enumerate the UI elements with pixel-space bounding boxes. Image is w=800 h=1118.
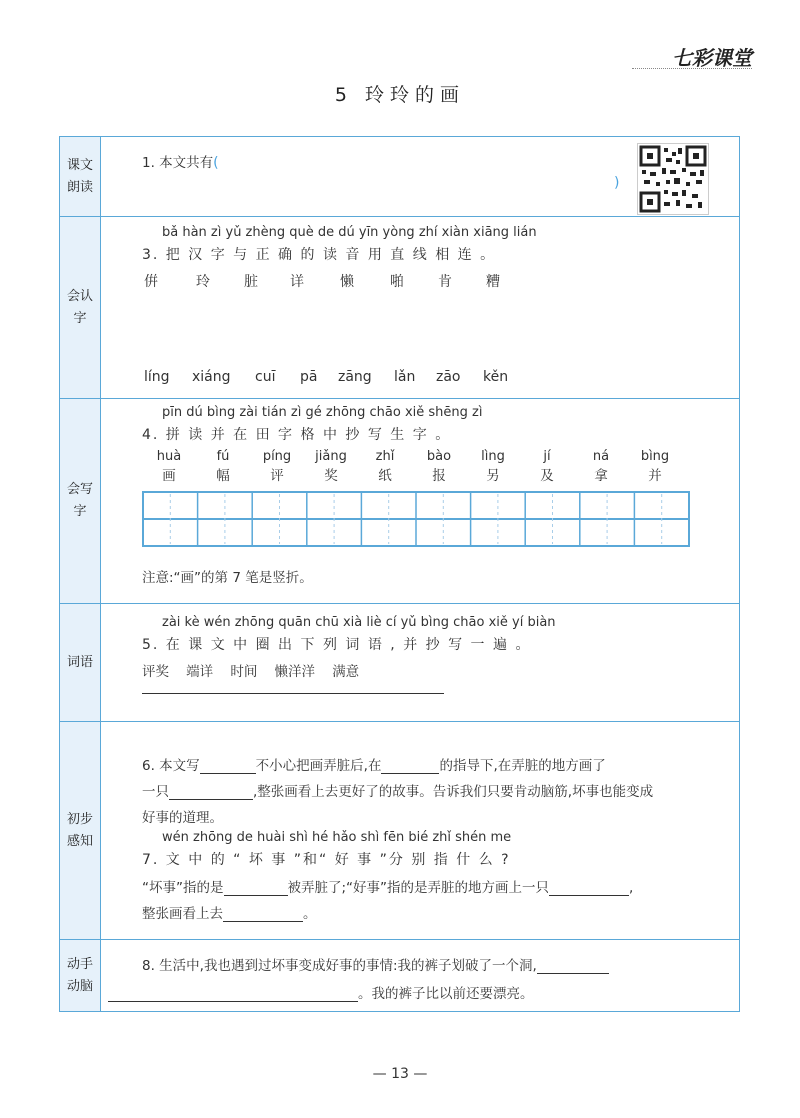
recognize-char[interactable]: 懒 [340, 274, 356, 290]
section-label-perceive: 初步感知 [60, 722, 101, 939]
question-6-line-3: 好事的道理。 [142, 810, 223, 826]
page-title: 5 玲玲的画 [334, 84, 466, 106]
recognize-pinyin[interactable]: cuī [255, 369, 276, 385]
word-item[interactable]: 懒洋洋 [274, 664, 316, 680]
recognize-char[interactable]: 啪 [390, 274, 406, 290]
section-label-words: 词语 [60, 604, 101, 721]
question-6-line-1: 6. 本文写 不小心把画弄脏后,在 的指导下,在弄脏的地方画了 [142, 758, 606, 774]
question-6-line-2: 一只 ,整张画看上去更好了的故事。告诉我们只要肯动脑筋,坏事也能变成 [142, 784, 654, 800]
question-1-paren-close: ) [614, 175, 620, 191]
brand-logo: 七彩课堂 [672, 46, 752, 70]
recognize-pinyin[interactable]: kěn [483, 369, 509, 385]
recognize-pinyin[interactable]: líng [144, 369, 170, 385]
word-list [142, 660, 359, 680]
recognize-char[interactable]: 详 [290, 274, 306, 290]
recognize-pinyin[interactable]: zāng [338, 369, 372, 385]
section-label-write: 会写字 [60, 399, 101, 603]
section-recognize [60, 217, 739, 399]
section-words [60, 604, 739, 722]
question-7-line-1: “坏事”指的是 被弄脏了;“好事”指的是弄脏的地方画上一只 , [142, 880, 634, 896]
tianzige-writing-grid[interactable] [142, 491, 690, 547]
recognize-pinyin[interactable]: zāo [436, 369, 461, 385]
question-5: 5. 在 课 文 中 圈 出 下 列 词 语 , 并 抄 写 一 遍 。 [142, 637, 532, 653]
question-7-line-2: 整张画看上去 。 [142, 906, 317, 922]
recognize-pinyin[interactable]: xiáng [192, 369, 231, 385]
question-4-pinyin: pīn dú bìng zài tián zì gé zhōng chāo xiě shēng zì [162, 405, 483, 420]
question-3: 3. 把 汉 字 与 正 确 的 读 音 用 直 线 相 连 。 [142, 247, 497, 263]
blank-field[interactable] [200, 759, 256, 774]
recognize-char[interactable]: 脏 [244, 274, 260, 290]
write-note: 注意:“画”的第 7 笔是竖折。 [142, 570, 313, 586]
blank-field[interactable] [549, 881, 629, 896]
blank-field[interactable] [224, 881, 288, 896]
question-8-line-2: 。我的裤子比以前还要漂亮。 [108, 982, 534, 1002]
recognize-char[interactable]: 肯 [438, 274, 454, 290]
words-answer-line[interactable] [142, 692, 444, 694]
question-7: 7. 文 中 的 “ 坏 事 ”和“ 好 事 ”分 别 指 什 么 ? [142, 852, 511, 868]
blank-field[interactable] [381, 759, 439, 774]
write-pinyin-char-row: huà 画 fú 幅 píng 评 jiǎng 奖 zhǐ 纸 bào 报 lìng 另 jí 及 ná 拿 bìng 并 [156, 449, 670, 484]
recognize-pinyin[interactable]: pā [300, 369, 318, 385]
word-item[interactable]: 时间 [230, 664, 258, 680]
section-read [60, 137, 739, 217]
question-3-pinyin: bǎ hàn zì yǔ zhèng què de dú yīn yòng zhí xiàn xiāng lián [162, 225, 537, 240]
word-item[interactable]: 端详 [186, 664, 214, 680]
question-8-line-1: 8. 生活中,我也遇到过坏事变成好事的事情:我的裤子划破了一个洞, [142, 954, 609, 974]
brand-underline [632, 68, 752, 69]
section-perceive [60, 722, 739, 940]
question-5-pinyin: zài kè wén zhōng quān chū xià liè cí yǔ bìng chāo xiě yí biàn [162, 615, 556, 630]
section-hands [60, 940, 739, 1011]
recognize-char[interactable]: 糟 [486, 274, 502, 290]
qr-code-icon [637, 143, 709, 215]
word-item[interactable]: 评奖 [142, 664, 169, 680]
blank-field[interactable] [223, 907, 303, 922]
question-4: 4. 拼 读 并 在 田 字 格 中 抄 写 生 字 。 [142, 427, 452, 443]
question-7-pinyin: wén zhōng de huài shì hé hǎo shì fēn bié zhǐ shén me [162, 830, 512, 845]
section-label-recognize: 会认字 [60, 217, 101, 398]
recognize-char[interactable]: 倂 [144, 274, 160, 290]
blank-field[interactable] [537, 959, 609, 974]
worksheet-frame [59, 136, 740, 1012]
section-label-hands: 动手动脑 [60, 940, 101, 1011]
question-1: 1. 本文共有( [142, 155, 219, 171]
section-label-read: 课文朗读 [60, 137, 101, 216]
blank-field[interactable] [108, 987, 358, 1002]
word-item[interactable]: 满意 [332, 664, 360, 680]
section-write [60, 399, 739, 604]
page-number: — 13 — [372, 1066, 428, 1082]
recognize-pinyin[interactable]: lǎn [394, 369, 416, 385]
blank-field[interactable] [169, 785, 253, 800]
recognize-char[interactable]: 玲 [196, 274, 212, 290]
